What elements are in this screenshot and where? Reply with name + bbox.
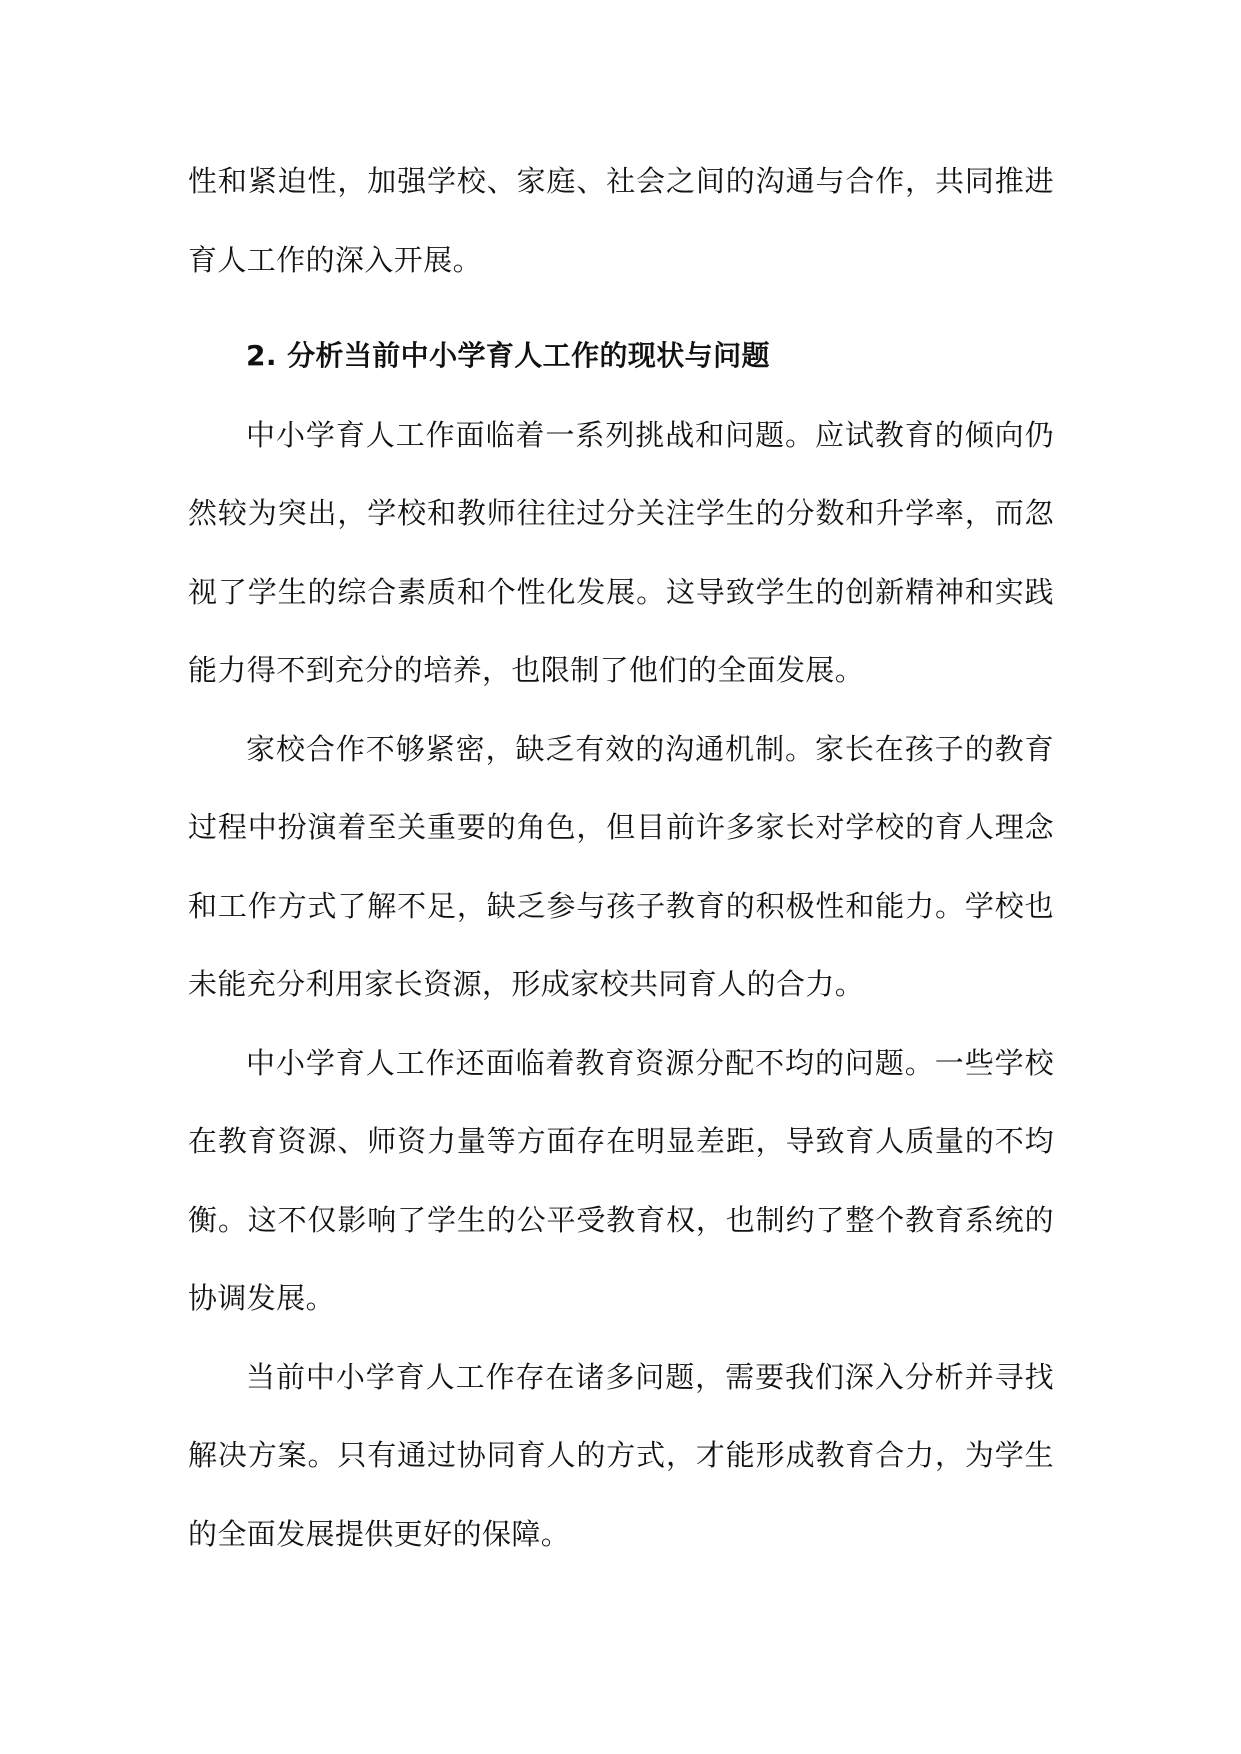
body-paragraph-3: 中小学育人工作还面临着教育资源分配不均的问题。一些学校在教育资源、师资力量等方面存在明显差距，导致育人质量的不均衡。这不仅影响了学生的公平受教育权，也制约了整个教育系统的协调发展。 [188,1045,1054,1315]
body-paragraph-1: 中小学育人工作面临着一系列挑战和问题。应试教育的倾向仍然较为突出，学校和教师往往过分关注学生的分数和升学率，而忽视了学生的综合素质和个性化发展。这导致学生的创新精神和实践能力得不到充分的培养，也限制了他们的全面发展。 [188,417,1054,687]
body-paragraph-2: 家校合作不够紧密，缺乏有效的沟通机制。家长在孩子的教育过程中扮演着至关重要的角色，但目前许多家长对学校的育人理念和工作方式了解不足，缺乏参与孩子教育的积极性和能力。学校也未能充分利用家长资源，形成家校共同育人的合力。 [188,731,1054,1001]
section-heading: 2. 分析当前中小学育人工作的现状与问题 [246,339,770,372]
body-paragraph-4: 当前中小学育人工作存在诸多问题，需要我们深入分析并寻找解决方案。只有通过协同育人的方式，才能形成教育合力，为学生的全面发展提供更好的保障。 [188,1359,1054,1551]
document-body [188,142,1054,1573]
continuation-paragraph: 性和紧迫性，加强学校、家庭、社会之间的沟通与合作，共同推进育人工作的深入开展。 [188,164,1054,277]
spacer [188,299,1054,317]
